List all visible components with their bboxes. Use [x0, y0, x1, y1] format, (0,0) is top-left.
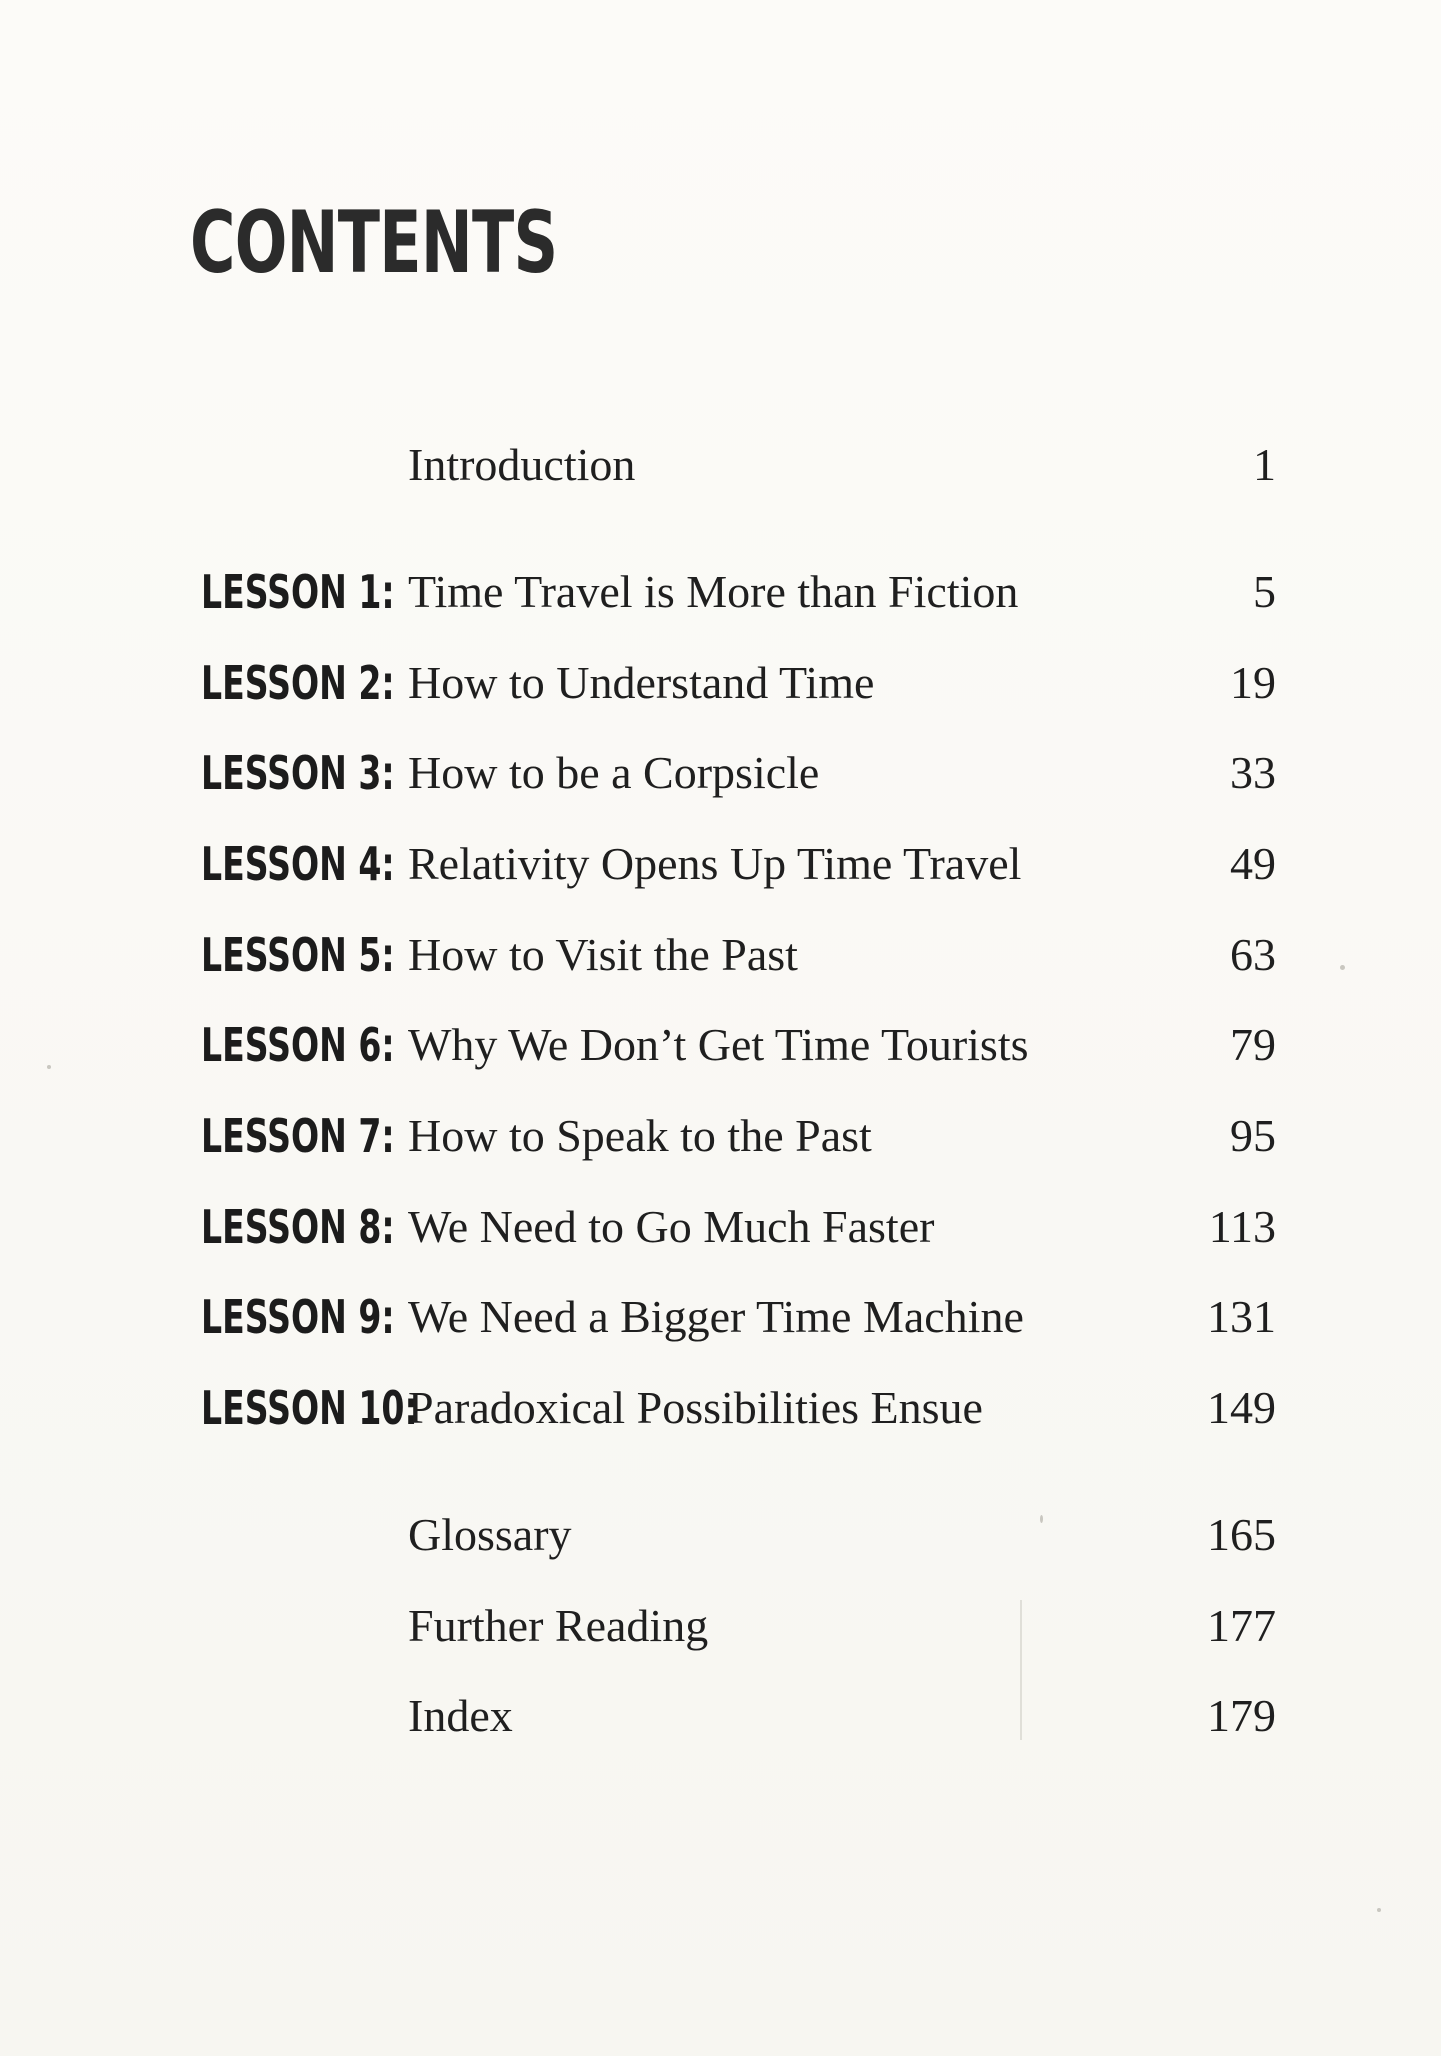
- entry-title: Paradoxical Possibilities Ensue: [408, 1382, 983, 1433]
- entry-title: Time Travel is More than Fiction: [408, 566, 1019, 617]
- entry-title: Introduction: [408, 439, 636, 490]
- toc-row-lesson-1: [0, 557, 1441, 627]
- page-number: 49: [1230, 838, 1276, 889]
- scan-speck: [1377, 1908, 1381, 1912]
- lesson-label: LESSON 5:: [201, 928, 395, 982]
- toc-row-lesson-7: [0, 1101, 1441, 1171]
- page-title: CONTENTS: [190, 193, 558, 293]
- page-number: 165: [1207, 1509, 1276, 1560]
- page-number: 19: [1230, 657, 1276, 708]
- entry-title: Index: [408, 1690, 513, 1741]
- toc-row-index: [0, 1681, 1441, 1751]
- page-number: 79: [1230, 1019, 1276, 1070]
- toc-row-lesson-8: [0, 1192, 1441, 1262]
- toc-row-lesson-6: [0, 1010, 1441, 1080]
- lesson-label: LESSON 8:: [201, 1200, 395, 1254]
- page-number: 5: [1253, 566, 1276, 617]
- toc-row-further-reading: [0, 1591, 1441, 1661]
- page-number: 63: [1230, 929, 1276, 980]
- page-number: 113: [1208, 1201, 1276, 1252]
- entry-title: Further Reading: [408, 1600, 709, 1651]
- lesson-label: LESSON 6:: [201, 1018, 395, 1072]
- toc-row-glossary: [0, 1500, 1441, 1570]
- entry-title: Relativity Opens Up Time Travel: [408, 838, 1022, 889]
- lesson-label: LESSON 3:: [201, 746, 395, 800]
- toc-row-lesson-4: [0, 829, 1441, 899]
- entry-title: We Need a Bigger Time Machine: [408, 1291, 1024, 1342]
- entry-title: How to Speak to the Past: [408, 1110, 872, 1161]
- lesson-label: LESSON 1:: [201, 565, 395, 619]
- toc-row-introduction: [0, 430, 1441, 500]
- toc-row-lesson-9: [0, 1282, 1441, 1352]
- lesson-label: LESSON 2:: [201, 656, 395, 710]
- entry-title: Glossary: [408, 1509, 572, 1560]
- page-number: 33: [1230, 747, 1276, 798]
- entry-title: How to Understand Time: [408, 657, 875, 708]
- toc-row-lesson-5: [0, 920, 1441, 990]
- lesson-label: LESSON 7:: [201, 1109, 395, 1163]
- lesson-label: LESSON 9:: [201, 1290, 395, 1344]
- toc-row-lesson-10: [0, 1373, 1441, 1443]
- lesson-label: LESSON 4:: [201, 837, 395, 891]
- page-number: 177: [1207, 1600, 1276, 1651]
- entry-title: How to Visit the Past: [408, 929, 798, 980]
- page-number: 131: [1207, 1291, 1276, 1342]
- page-number: 1: [1253, 439, 1276, 490]
- lesson-label: LESSON 10:: [201, 1381, 418, 1435]
- page-number: 95: [1230, 1110, 1276, 1161]
- page-number: 149: [1207, 1382, 1276, 1433]
- toc-row-lesson-2: [0, 648, 1441, 718]
- page-number: 179: [1207, 1690, 1276, 1741]
- toc-row-lesson-3: [0, 738, 1441, 808]
- entry-title: Why We Don’t Get Time Tourists: [408, 1019, 1029, 1070]
- entry-title: We Need to Go Much Faster: [408, 1201, 935, 1252]
- entry-title: How to be a Corpsicle: [408, 747, 820, 798]
